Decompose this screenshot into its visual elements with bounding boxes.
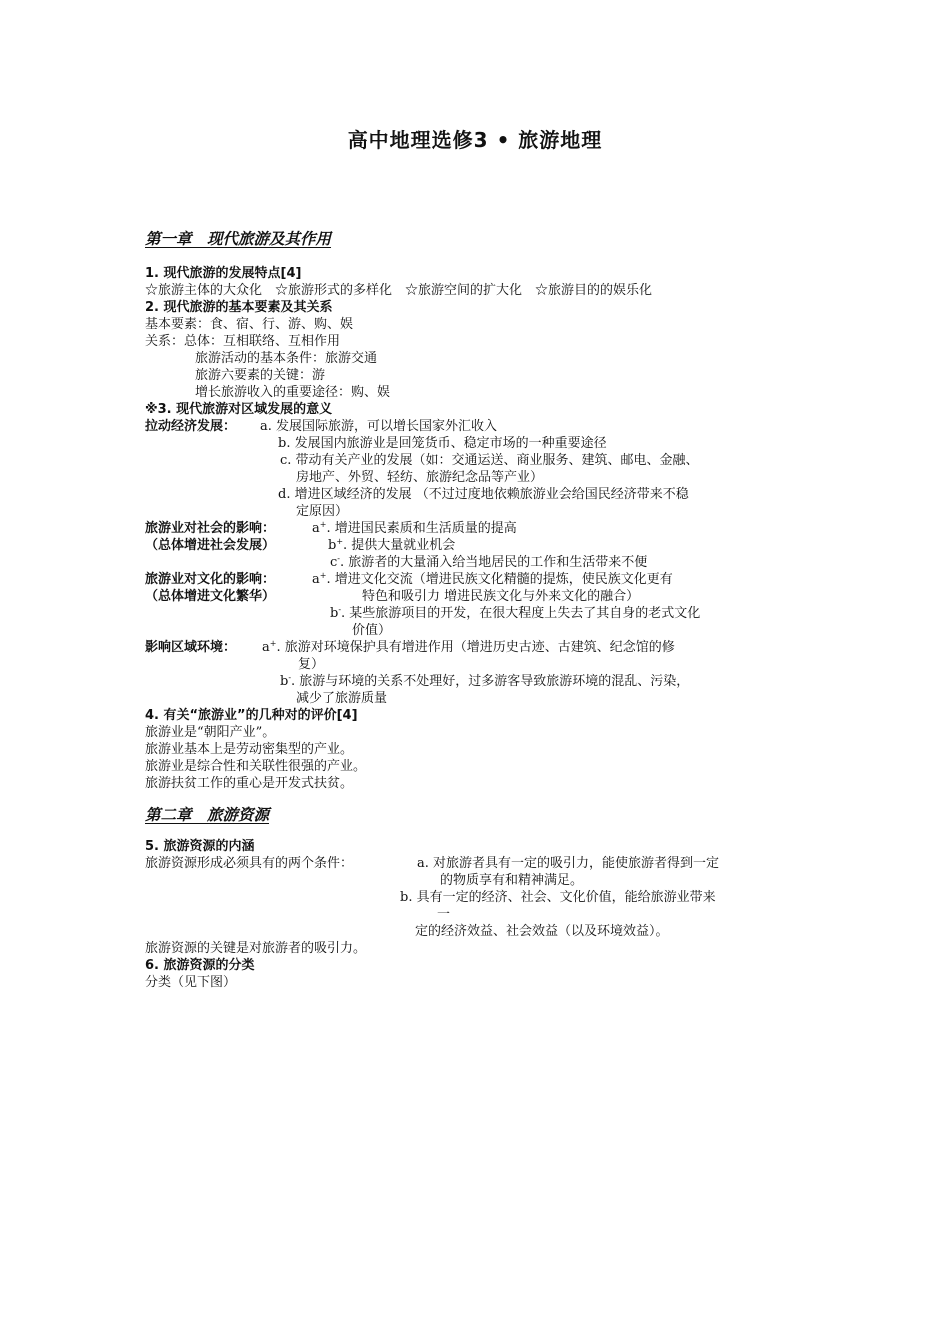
document-title: 高中地理选修3 • 旅游地理 xyxy=(347,128,603,152)
society-b-letter: b xyxy=(328,538,337,553)
positive-sign: + xyxy=(336,537,344,546)
culture-label: 旅游业对文化的影响： xyxy=(145,572,276,587)
section-6-heading: 6. 旅游资源的分类 xyxy=(145,958,255,973)
positive-sign: + xyxy=(319,571,327,580)
economy-point-c-cont: 房地产、外贸、轻纺、旅游纪念品等产业） xyxy=(296,470,544,485)
culture-point-b xyxy=(330,605,700,622)
section-2-relation-3: 旅游六要素的关键：游 xyxy=(195,368,326,383)
environment-point-b xyxy=(280,673,689,690)
section-5-heading: 5. 旅游资源的内涵 xyxy=(145,839,255,854)
environment-point-a-cont: 复） xyxy=(298,657,325,672)
society-label: 旅游业对社会的影响： xyxy=(145,521,276,536)
environment-label: 影响区域环境： xyxy=(145,640,237,655)
section-1-heading: 1. 现代旅游的发展特点[4] xyxy=(145,266,302,281)
section-5-condition-b-dash: 一 xyxy=(437,907,451,922)
culture-b-letter: b xyxy=(330,606,339,621)
section-5-condition-a-cont: 的物质享有和精神满足。 xyxy=(440,873,584,888)
culture-b-text: . 某些旅游项目的开发，在很大程度上失去了其自身的老式文化 xyxy=(341,606,701,621)
society-b-text: . 提供大量就业机会 xyxy=(343,538,456,553)
society-point-b xyxy=(328,537,455,554)
section-1-points: ☆旅游主体的大众化 ☆旅游形式的多样化 ☆旅游空间的扩大化 ☆旅游目的的娱乐化 xyxy=(145,283,653,298)
section-5-condition-b: b. 具有一定的经济、社会、文化价值，能给旅游业带来 xyxy=(400,890,716,905)
economy-label: 拉动经济发展： xyxy=(145,419,237,434)
section-3-heading: ※3. 现代旅游对区域发展的意义 xyxy=(145,402,333,417)
environment-a-text: . 旅游对环境保护具有增进作用（增进历史古迹、古建筑、纪念馆的修 xyxy=(276,640,675,655)
negative-sign: - xyxy=(338,605,342,614)
section-5-key: 旅游资源的关键是对旅游者的吸引力。 xyxy=(145,941,367,956)
section-4-item-3: 旅游业是综合性和关联性很强的产业。 xyxy=(145,759,367,774)
society-sublabel: （总体增进社会发展） xyxy=(145,538,276,553)
section-2-relation-1: 关系：总体：互相联络、互相作用 xyxy=(145,334,341,349)
section-4-heading: 4. 有关“旅游业”的几种对的评价[4] xyxy=(145,708,358,723)
section-4-item-1: 旅游业是“朝阳产业”。 xyxy=(145,725,276,740)
culture-point-b-cont: 价值） xyxy=(352,623,392,638)
culture-sublabel: （总体增进文化繁华） xyxy=(145,589,276,604)
positive-sign: + xyxy=(319,520,327,529)
negative-sign: - xyxy=(337,554,340,563)
section-2-relation-4: 增长旅游收入的重要途径：购、娱 xyxy=(195,385,391,400)
section-2-relation-2: 旅游活动的基本条件：旅游交通 xyxy=(195,351,378,366)
society-point-c xyxy=(330,554,647,571)
chapter-1-heading: 第一章 现代旅游及其作用 xyxy=(145,230,332,248)
negative-sign: - xyxy=(288,673,292,682)
section-2-heading: 2. 现代旅游的基本要素及其关系 xyxy=(145,300,333,315)
society-a-letter: a xyxy=(312,521,320,536)
environment-point-b-cont: 减少了旅游质量 xyxy=(296,691,388,706)
section-5-condition-a: a. 对旅游者具有一定的吸引力，能使旅游者得到一定 xyxy=(417,856,720,871)
society-c-letter: c xyxy=(330,555,338,570)
environment-point-a xyxy=(262,639,675,656)
environment-a-letter: a xyxy=(262,640,270,655)
environment-b-text: . 旅游与环境的关系不处理好，过多游客导致旅游环境的混乱、污染， xyxy=(291,674,690,689)
economy-point-c: c. 带动有关产业的发展（如：交通运送、商业服务、建筑、邮电、金融、 xyxy=(280,453,699,468)
society-a-text: . 增进国民素质和生活质量的提高 xyxy=(326,521,517,536)
economy-point-d-cont: 定原因） xyxy=(296,504,349,519)
society-c-text: . 旅游者的大量涌入给当地居民的工作和生活带来不便 xyxy=(339,555,648,570)
section-4-item-4: 旅游扶贫工作的重心是开发式扶贫。 xyxy=(145,776,354,791)
section-2-elements: 基本要素：食、宿、行、游、购、娱 xyxy=(145,317,354,332)
section-5-condition-b-cont: 定的经济效益、社会效益（以及环境效益）。 xyxy=(415,924,669,939)
society-point-a xyxy=(312,520,517,537)
culture-point-a-cont: 特色和吸引力 增进民族文化与外来文化的融合） xyxy=(362,589,640,604)
section-4-item-2: 旅游业基本上是劳动密集型的产业。 xyxy=(145,742,354,757)
economy-point-b: b. 发展国内旅游业是回笼货币、稳定市场的一种重要途径 xyxy=(278,436,607,451)
culture-a-text: . 增进文化交流（增进民族文化精髓的提炼，使民族文化更有 xyxy=(326,572,673,587)
economy-point-d: d. 增进区域经济的发展 （不过过度地依赖旅游业会给国民经济带来不稳 xyxy=(278,487,689,502)
positive-sign: + xyxy=(269,639,277,648)
chapter-2-heading: 第二章 旅游资源 xyxy=(145,806,270,824)
economy-point-a: a. 发展国际旅游，可以增长国家外汇收入 xyxy=(260,419,498,434)
culture-a-letter: a xyxy=(312,572,320,587)
section-6-text: 分类（见下图） xyxy=(145,975,237,990)
environment-b-letter: b xyxy=(280,674,289,689)
culture-point-a xyxy=(312,571,673,588)
section-5-conditions-label: 旅游资源形成必须具有的两个条件： xyxy=(145,856,354,871)
